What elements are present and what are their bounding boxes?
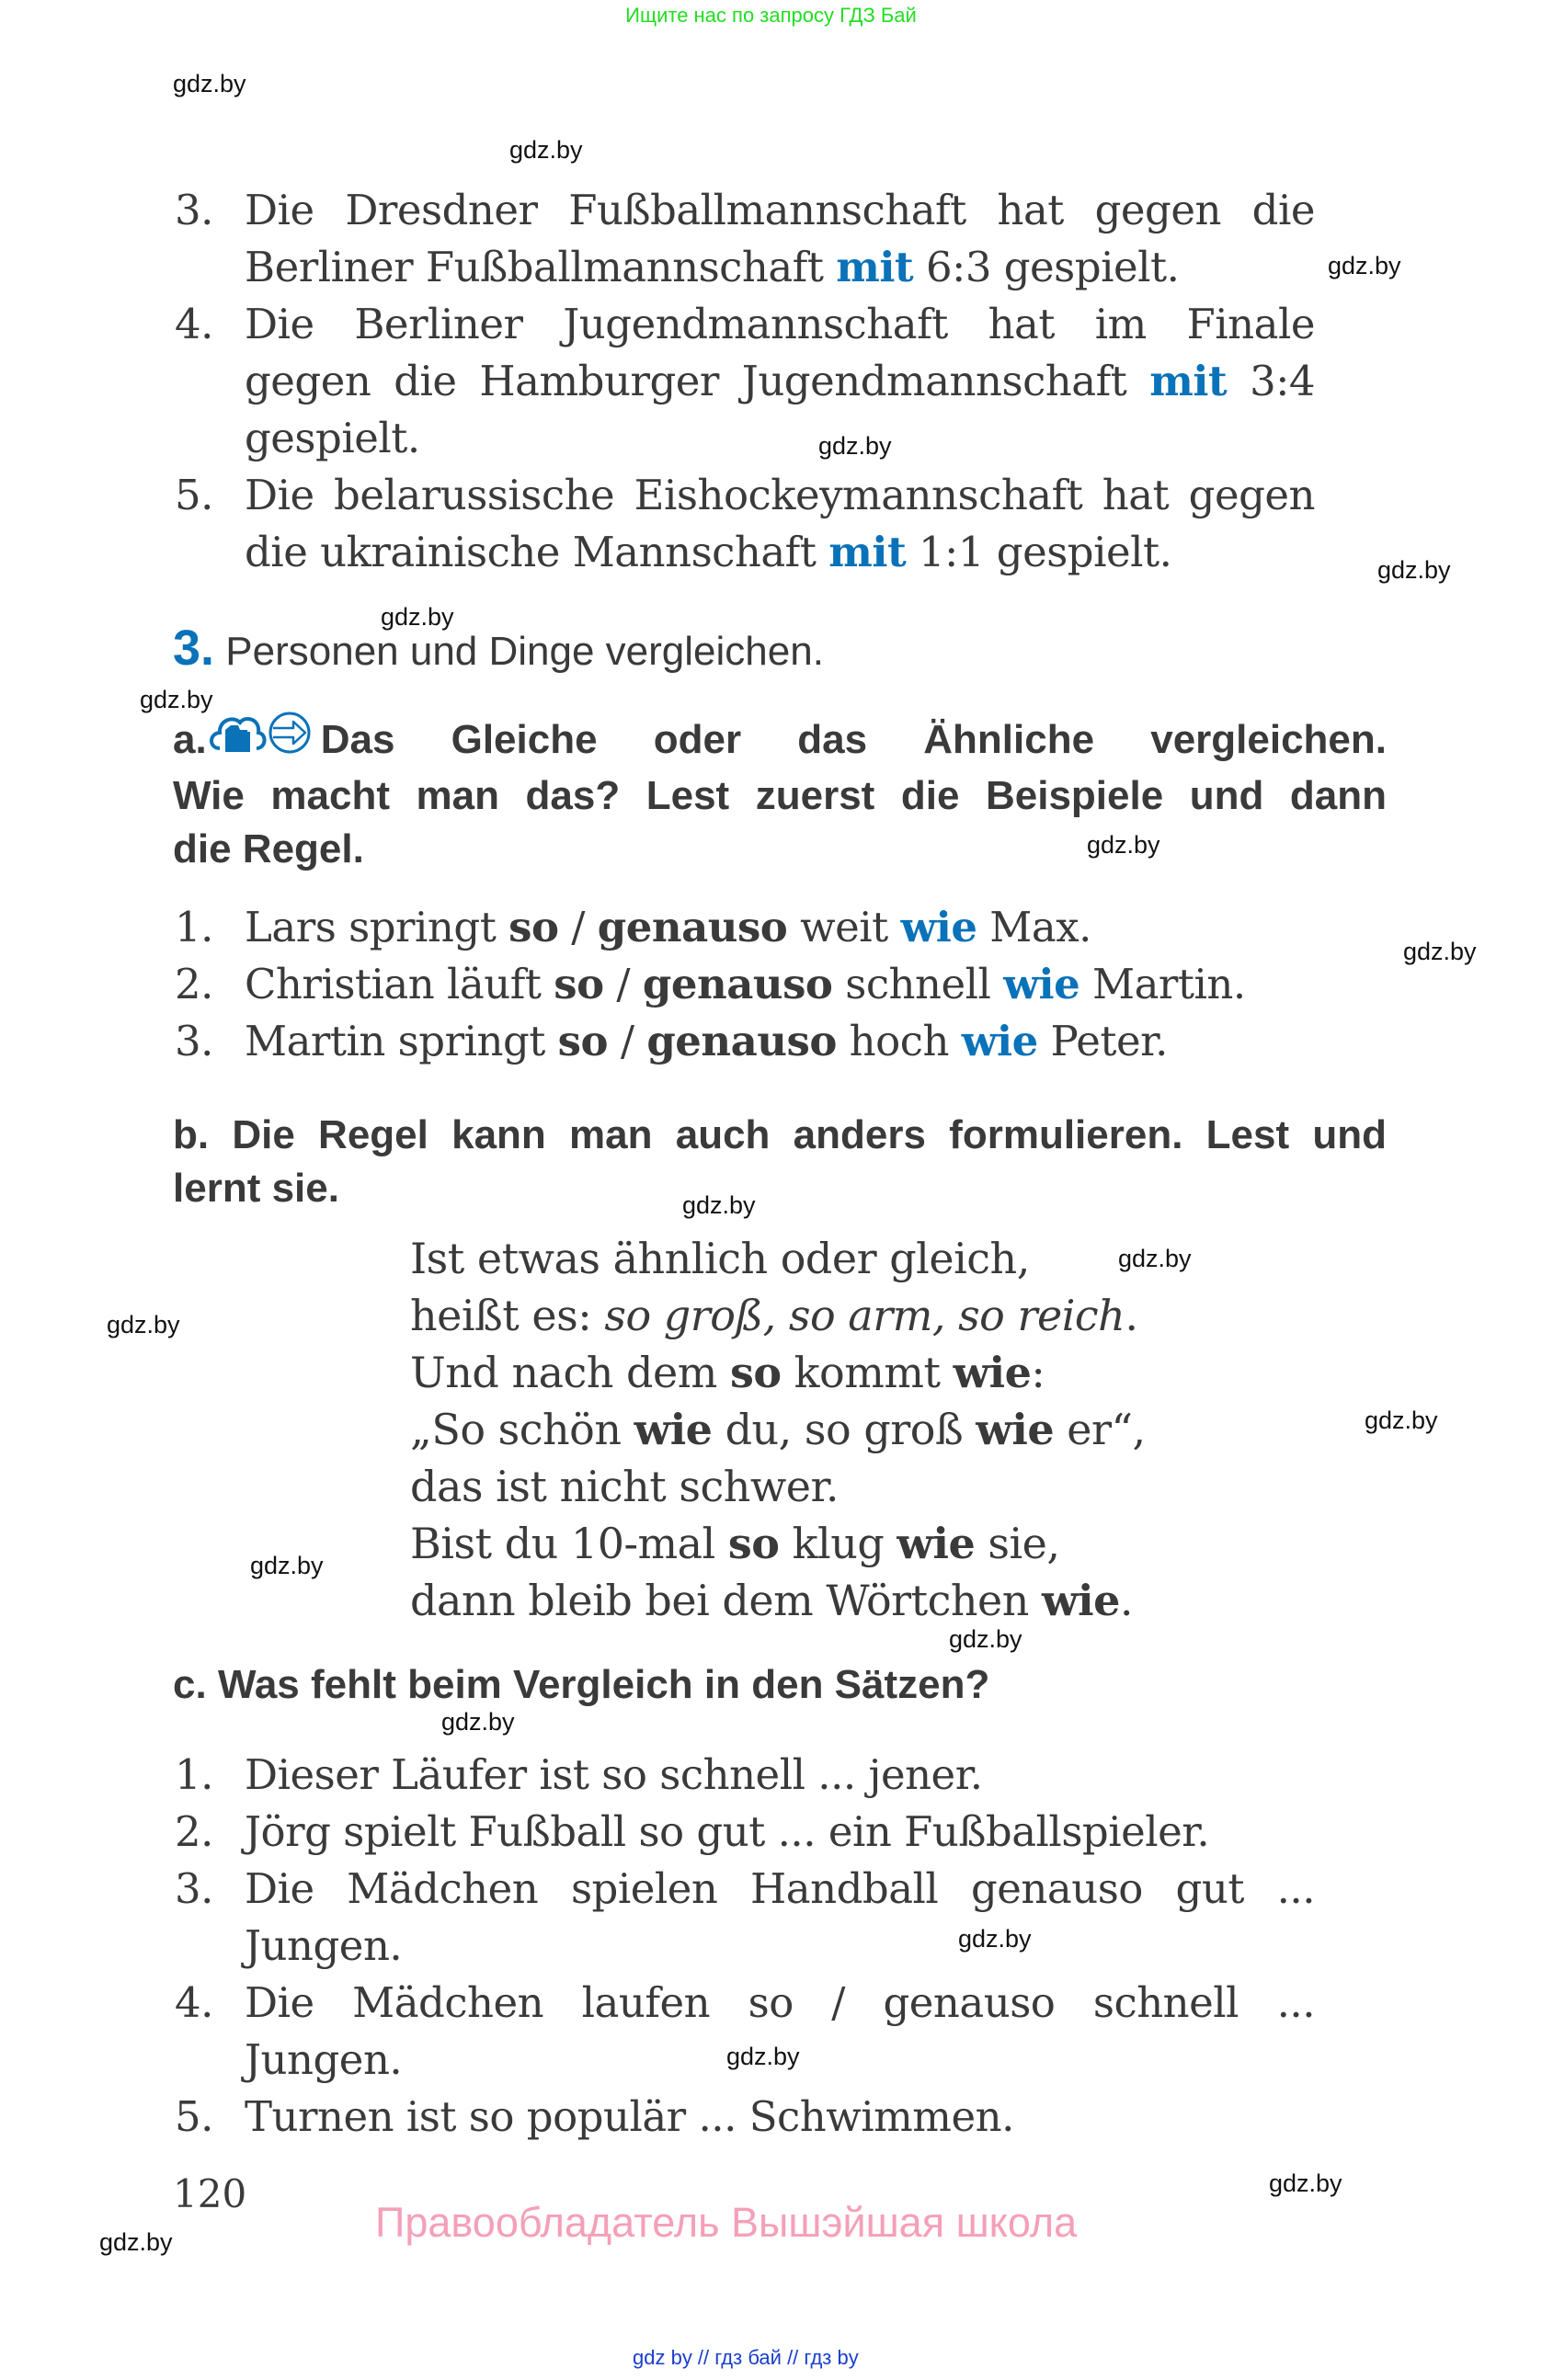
watermark: gdz.by xyxy=(441,1708,515,1736)
list-item: 5. Die belarussische Eishockeymannschaft hat gegen xyxy=(175,471,1315,519)
watermark: gdz.by xyxy=(726,2043,800,2070)
watermark: gdz.by xyxy=(1269,2169,1342,2197)
watermark: gdz.by xyxy=(509,136,583,164)
watermark: gdz.by xyxy=(381,603,454,631)
task-title: Personen und Dinge vergleichen. xyxy=(225,629,824,674)
list-item: 2. Christian läuft so / genauso schnell wie Martin. xyxy=(175,960,1246,1008)
cloud-folder-icon xyxy=(207,710,268,769)
watermark: gdz.by xyxy=(1365,1406,1438,1434)
prev-exercise-list: 3. Die Dresdner Fußballmannschaft hat gegen die Berliner Fußballmannschaft mit 6:3 gespielt. 4. Die Berliner Jugendmannschaft hat im Finale gegen die Hamburger Jugendmannschaft mit 3:4 gespielt. 5. Die belarussische Eishockeymannschaft hat gegen die ukrainische Mannschaft mit 1:1 gespielt. xyxy=(175,182,1315,581)
watermark: gdz.by xyxy=(173,70,246,97)
watermark: gdz.by xyxy=(1118,1245,1192,1272)
part-c-instructions: c. Was fehlt beim Vergleich in den Sätzen? xyxy=(173,1662,990,1707)
watermark: gdz.by xyxy=(1087,831,1160,859)
footer-links[interactable]: gdz by // гдз бай // гдз by xyxy=(633,2346,859,2369)
watermark: gdz.by xyxy=(1328,252,1401,279)
task-heading xyxy=(173,621,824,678)
watermark: gdz.by xyxy=(107,1311,180,1338)
list-item: 3. Die Dresdner Fußballmannschaft hat gegen die xyxy=(175,186,1315,234)
watermark: gdz.by xyxy=(1403,938,1477,965)
watermark: gdz.by xyxy=(140,686,213,713)
watermark: gdz.by xyxy=(1377,556,1451,584)
watermark: gdz.by xyxy=(682,1191,756,1219)
list-item: 3. Martin springt so / genauso hoch wie Peter. xyxy=(175,1017,1168,1065)
rule-poem: Ist etwas ähnlich oder gleich, heißt es: so groß, so arm, so reich. Und nach dem so kommt wie: „So schön wie du, so groß wie er“, das ist nicht schwer. Bist du 10-mal so klug wie sie, dann bleib bei dem Wörtchen wie. xyxy=(410,1234,1146,1625)
page-number: 120 xyxy=(173,2171,247,2216)
top-banner: Ищите нас по запросу ГДЗ Бай xyxy=(625,4,917,27)
watermark: gdz.by xyxy=(99,2228,173,2256)
keyword-mit: mit xyxy=(828,528,907,576)
watermark: gdz.by xyxy=(250,1552,324,1579)
arrow-circle-icon xyxy=(268,711,312,769)
watermark: gdz.by xyxy=(818,432,892,460)
list-item: 1. Dieser Läufer ist so schnell ... jener. xyxy=(175,1750,983,1799)
watermark: gdz.by xyxy=(949,1625,1022,1653)
keyword-mit: mit xyxy=(836,243,914,291)
part-a-instructions: a. Das Gleiche oder das Ähnliche vergleichen. Wie macht man das? Lest zuerst die Beispiele und dann die Regel. xyxy=(173,710,1387,876)
copyright-notice: Правообладатель Вышэйшая школа xyxy=(375,2199,1078,2246)
keyword-mit: mit xyxy=(1149,357,1228,405)
part-b-instructions: b. Die Regel kann man auch anders formulieren. Lest und lernt sie. xyxy=(173,1112,1387,1211)
list-item: 4. Die Berliner Jugendmannschaft hat im Finale xyxy=(175,300,1315,348)
list-item: 3. Die Mädchen spielen Handball genauso gut ... xyxy=(175,1864,1315,1913)
watermark: gdz.by xyxy=(958,1925,1032,1953)
example-list xyxy=(175,899,1246,1070)
list-item: 4. Die Mädchen laufen so / genauso schnell ... xyxy=(175,1978,1315,2027)
list-item: 2. Jörg spielt Fußball so gut ... ein Fußballspieler. xyxy=(175,1807,1210,1856)
list-item: 5. Turnen ist so populär ... Schwimmen. xyxy=(175,2092,1014,2141)
task-number: 3. xyxy=(173,621,215,676)
exercise-list: 1. Dieser Läufer ist so schnell ... jener. 2. Jörg spielt Fußball so gut ... ein Fußballspieler. 3. Die Mädchen spielen Handball genauso gut ... Jungen. 4. Die Mädchen laufen so / genauso schnell ... Jungen. 5. Turnen ist so populär ... Schwimmen. xyxy=(175,1747,1315,2146)
list-item: 1. Lars springt so / genauso weit wie Max. xyxy=(175,903,1091,951)
